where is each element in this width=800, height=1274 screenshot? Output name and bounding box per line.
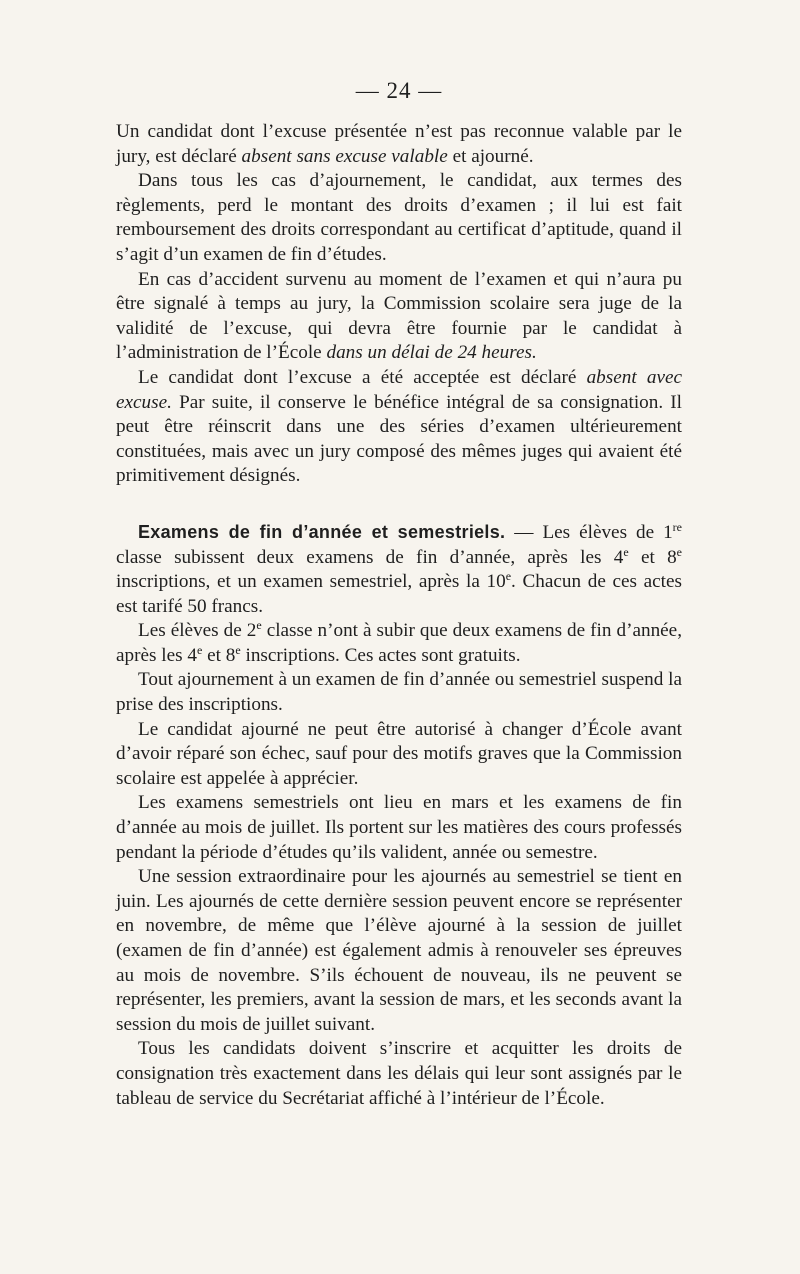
paragraph-second-class: Les élèves de 2e classe n’ont à subir que deux examens de fin d’année, après les 4e et 8e inscriptions. Ces actes sont gratuits. (116, 618, 682, 666)
italic-phrase: absent avec excuse. (116, 366, 682, 413)
paragraph-adjournment-fees: Dans tous les cas d’ajournement, le candidat, aux termes des règlements, perd le montant des droits d’examen ; il lui est fait remboursement des droits correspondant au certificat d’aptitude, quand il s’agit d’un examen de fin d’études. (116, 170, 682, 265)
paragraph-registration: Tous les candidats doivent s’inscrire et acquitter les droits de consignation très exactement dans les délais qui leur sont assignés par le tableau de service du Secrétariat affiché à l’intérieur de l’École. (116, 1038, 682, 1109)
paragraph-excuse-accepted: Le candidat dont l’excuse a été acceptée est déclaré absent avec excuse. Par suite, il conserve le bénéfice intégral de sa consignation. Il peut être réinscrit dans une des séries d’examen ultérieurement constituées, mais avec un jury composé des mêmes juges qui avaient été primitivement désignés. (116, 366, 682, 487)
paragraph-suspension: Tout ajournement à un examen de fin d’année ou semestriel suspend la prise des inscriptions. (116, 669, 682, 716)
italic-phrase: dans un délai de 24 heures. (326, 342, 537, 364)
paragraph-exam-schedule: Les examens semestriels ont lieu en mars et les examens de fin d’année au mois de juillet. Ils portent sur les matières des cours professés pendant la période d’études qu’ils valident, année ou semestre. (116, 792, 682, 863)
paragraph-change-school: Le candidat ajourné ne peut être autorisé à changer d’École avant d’avoir réparé son échec, sauf pour des motifs graves que la Commission scolaire est appelée à apprécier. (116, 718, 682, 789)
paragraph-excuse-rejected: Un candidat dont l’excuse présentée n’est pas reconnue valable par le jury, est déclaré absent sans excuse valable et ajourné. (116, 121, 682, 167)
section-heading: Examens de fin d’année et semestriels. (138, 521, 506, 542)
italic-phrase: absent sans excuse valable (241, 145, 448, 167)
paragraph-extraordinary-session: Une session extraordinaire pour les ajournés au semestriel se tient en juin. Les ajournés de cette dernière session peuvent encore se représenter en novembre, de même que l’élève ajourné à la session de juillet (examen de fin d’année) est également admis à renouveler ses épreuves au mois de novembre. S’ils échouent de nouveau, ils ne peuvent se représenter, les premiers, avant la session de mars, et les seconds avant la session du mois de juillet suivant. (116, 866, 682, 1035)
page-number: — 24 — (355, 78, 443, 103)
section-exams-paragraph: Examens de fin d’année et semestriels. — Les élèves de 1re classe subissent deux examens de fin d’année, après les 4e et 8e inscriptions, et un examen semestriel, après la 10e. Chacun de ces actes est tarifé 50 francs. (116, 519, 682, 617)
paragraph-accident: En cas d’accident survenu au moment de l’examen et qui n’aura pu être signalé à temps au jury, la Commission scolaire sera juge de la validité de l’excuse, qui devra être fournie par le candidat à l’administration de l’École dans un délai de 24 heures. (116, 268, 682, 364)
